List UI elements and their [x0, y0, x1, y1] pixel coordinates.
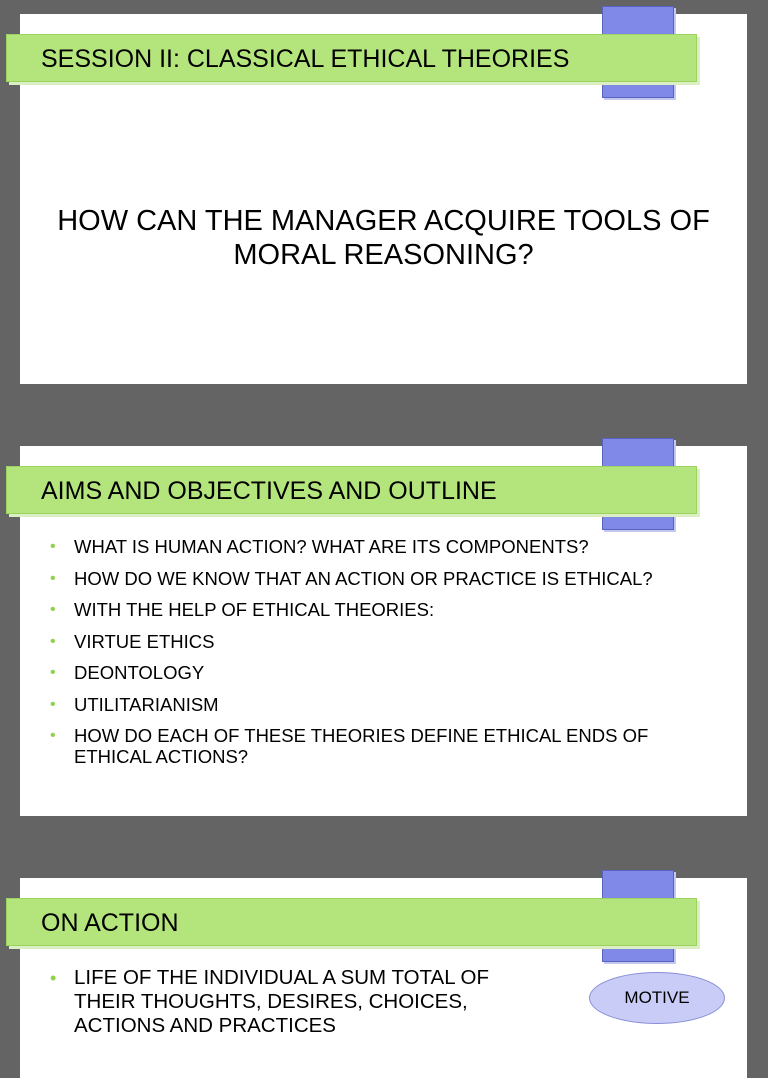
- bullet-icon: •: [50, 695, 56, 713]
- slide-title: SESSION II: CLASSICAL ETHICAL THEORIES: [41, 45, 570, 73]
- list-item-text: WITH THE HELP OF ETHICAL THEORIES:: [74, 599, 435, 620]
- bullet-icon: •: [50, 601, 56, 618]
- list-item-text: UTILITARIANISM: [74, 693, 219, 715]
- bullet-list: [48, 536, 688, 778]
- slide-2: [20, 446, 747, 816]
- list-item-text: VIRTUE ETHICS: [74, 630, 215, 652]
- list-item: [48, 568, 688, 589]
- slide-title-bar: [6, 466, 697, 514]
- list-item-text: HOW DO WE KNOW THAT AN ACTION OR PRACTICE IS ETHICAL?: [74, 567, 653, 589]
- list-item: [48, 725, 688, 767]
- slide-title-bar: [6, 898, 697, 946]
- bullet-icon: •: [50, 569, 56, 587]
- slide-question: HOW CAN THE MANAGER ACQUIRE TOOLS OF MORAL REASONING?: [57, 205, 710, 271]
- list-item: [48, 599, 688, 620]
- slide-1: [20, 14, 747, 384]
- list-item-text: DEONTOLOGY: [74, 662, 205, 683]
- list-item: [48, 694, 688, 715]
- bullet-list: [48, 966, 518, 1038]
- bullet-icon: •: [50, 632, 56, 650]
- bullet-icon: •: [50, 664, 56, 681]
- bullet-icon: •: [50, 538, 56, 555]
- slide-title: AIMS AND OBJECTIVES AND OUTLINE: [41, 477, 497, 505]
- list-item: [48, 631, 688, 652]
- list-item-text: HOW DO EACH OF THESE THEORIES DEFINE ETHICAL ENDS OF ETHICAL ACTIONS?: [74, 725, 649, 767]
- list-item: [48, 966, 518, 1038]
- bullet-icon: •: [50, 968, 57, 988]
- list-item-text: LIFE OF THE INDIVIDUAL A SUM TOTAL OF THEIR THOUGHTS, DESIRES, CHOICES, ACTIONS AND PRACTICES: [74, 966, 490, 1037]
- slide-title-bar: [6, 34, 697, 82]
- list-item-text: WHAT IS HUMAN ACTION? WHAT ARE ITS COMPONENTS?: [74, 536, 589, 557]
- slide-3: [20, 878, 747, 1078]
- list-item: [48, 536, 688, 557]
- bullet-icon: •: [50, 727, 56, 744]
- list-item: [48, 662, 688, 683]
- slide-title: ON ACTION: [41, 909, 179, 937]
- motive-node: MOTIVE: [589, 972, 725, 1024]
